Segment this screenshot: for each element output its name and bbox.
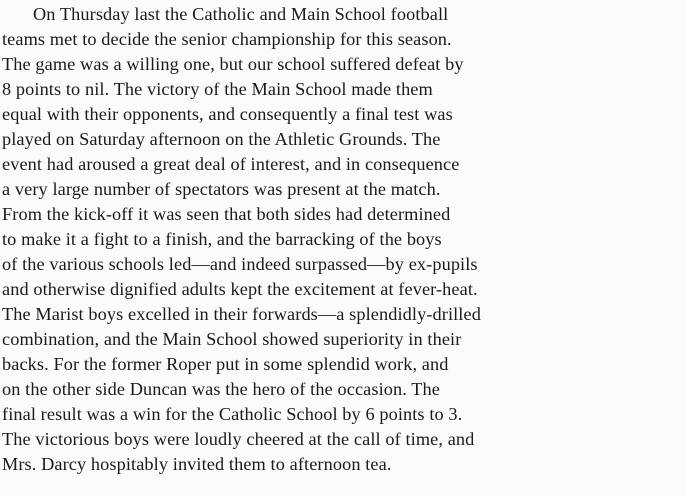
- text-line-8: a very large number of spectators was present at the match.: [2, 179, 441, 199]
- text-line-6: played on Saturday afternoon on the Athletic Grounds. The: [2, 129, 441, 149]
- text-line-9: From the kick-off it was seen that both sides had determined: [2, 204, 451, 224]
- text-line-2: teams met to decide the senior championship for this season.: [2, 29, 452, 49]
- text-line-11: of the various schools led—and indeed surpassed—by ex-pupils: [2, 254, 478, 274]
- text-line-13: The Marist boys excelled in their forwards—a splendidly-drilled: [2, 304, 481, 324]
- text-line-16: on the other side Duncan was the hero of the occasion. The: [2, 379, 440, 399]
- text-line-15: backs. For the former Roper put in some splendid work, and: [2, 354, 449, 374]
- text-line-7: event had aroused a great deal of interest, and in consequence: [2, 154, 460, 174]
- text-line-14: combination, and the Main School showed superiority in their: [2, 329, 462, 349]
- text-line-19: Mrs. Darcy hospitably invited them to afternoon tea.: [2, 454, 392, 474]
- text-line-4: 8 points to nil. The victory of the Main School made them: [2, 79, 433, 99]
- text-line-18: The victorious boys were loudly cheered at the call of time, and: [2, 429, 475, 449]
- text-line-1: On Thursday last the Catholic and Main School football: [33, 4, 449, 24]
- text-line-3: The game was a willing one, but our school suffered defeat by: [2, 54, 464, 74]
- text-line-12: and otherwise dignified adults kept the excitement at fever-heat.: [2, 279, 478, 299]
- text-line-10: to make it a fight to a finish, and the barracking of the boys: [2, 229, 442, 249]
- text-line-17: final result was a win for the Catholic School by 6 points to 3.: [2, 404, 463, 424]
- text-line-5: equal with their opponents, and consequently a final test was: [2, 104, 453, 124]
